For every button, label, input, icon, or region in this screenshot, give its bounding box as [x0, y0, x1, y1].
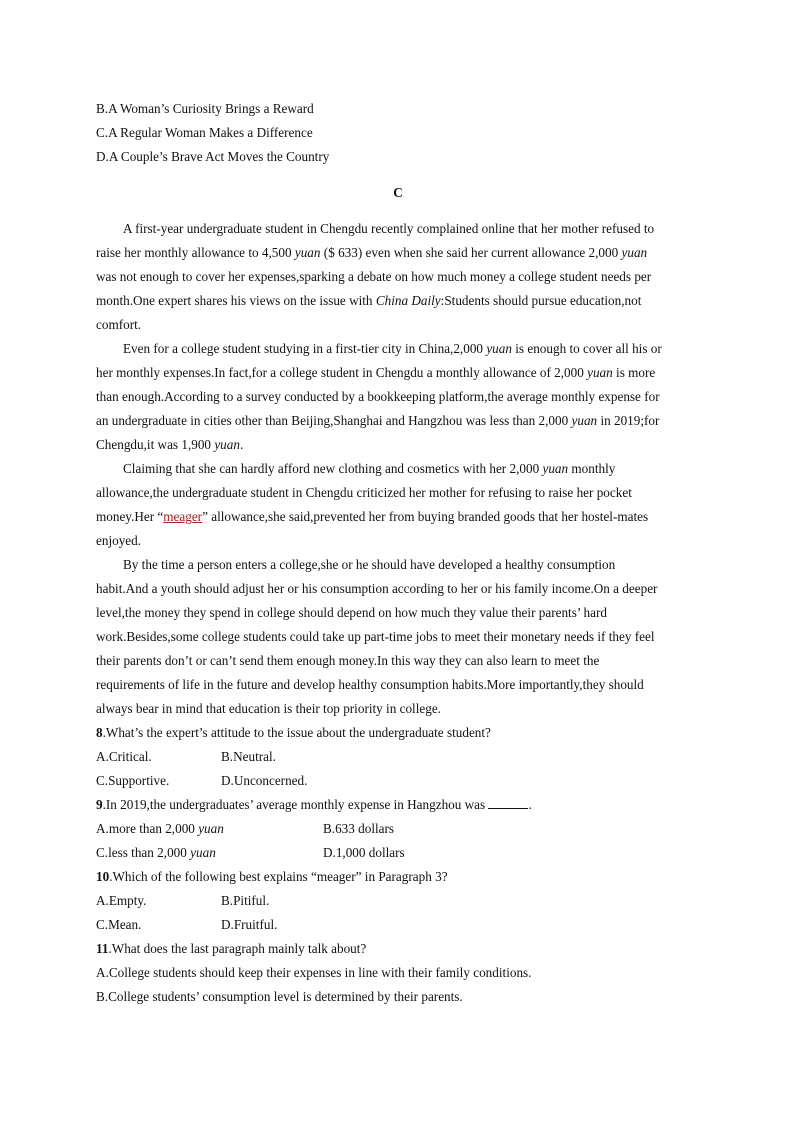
passage-paragraph-1 [96, 217, 700, 337]
option-a[interactable]: A.College students should keep their expenses in line with their family conditions. [96, 965, 532, 980]
option-c[interactable]: C.Mean. [96, 917, 142, 932]
question-8 [96, 721, 700, 793]
question-stem: 11.What does the last paragraph mainly talk about? [96, 941, 367, 956]
paragraph-line: enjoyed. [96, 533, 142, 548]
option-a[interactable]: A.more than 2,000 yuan [96, 821, 224, 836]
paragraph-line: work.Besides,some college students could take up part-time jobs to meet their monetary needs if they feel [96, 629, 655, 644]
option-b[interactable]: B.College students’ consumption level is determined by their parents. [96, 989, 463, 1004]
paragraph-line: A first-year undergraduate student in Chengdu recently complained online that her mother refused to [123, 221, 655, 236]
paragraph-line: money.Her “meager” allowance,she said,prevented her from buying branded goods that her hostel-mates [96, 509, 649, 524]
paragraph-line: always bear in mind that education is their top priority in college. [96, 701, 441, 716]
highlighted-word-meager: meager [163, 509, 203, 524]
options-row [96, 913, 700, 937]
options-row [96, 889, 700, 913]
paragraph-line: was not enough to cover her expenses,sparking a debate on how much money a college student needs per [96, 269, 652, 284]
option-a[interactable]: A.Critical. [96, 749, 152, 764]
section-heading: C [393, 185, 403, 200]
document-content [96, 97, 700, 1009]
paragraph-line: an undergraduate in cities other than Beijing,Shanghai and Hangzhou was less than 2,000 yuan in 2019;for [96, 413, 660, 428]
option-d[interactable]: D.1,000 dollars [323, 845, 405, 860]
options-row [96, 769, 700, 793]
paragraph-line: allowance,the undergraduate student in Chengdu criticized her mother for refusing to raise her pocket [96, 485, 632, 500]
question-11 [96, 937, 700, 1009]
paragraph-line: habit.And a youth should adjust her or his consumption according to her or his family income.On a deeper [96, 581, 658, 596]
paragraph-line: level,the money they spend in college should depend on how much they value their parents’ hard [96, 605, 607, 620]
prev-option-c: C.A Regular Woman Makes a Difference [96, 125, 313, 140]
paragraph-line: raise her monthly allowance to 4,500 yuan ($ 633) even when she said her current allowance 2,000 yuan [96, 245, 648, 260]
option-b[interactable]: B.Neutral. [221, 749, 276, 764]
question-10 [96, 865, 700, 937]
options-row [96, 841, 700, 865]
question-9 [96, 793, 700, 865]
options-row [96, 817, 700, 841]
option-c[interactable]: C.less than 2,000 yuan [96, 845, 216, 860]
option-c[interactable]: C.Supportive. [96, 773, 170, 788]
options-row [96, 745, 700, 769]
paragraph-line: requirements of life in the future and develop healthy consumption habits.More importantly,they should [96, 677, 644, 692]
passage-paragraph-4 [96, 553, 700, 721]
option-a[interactable]: A.Empty. [96, 893, 147, 908]
paragraph-line: By the time a person enters a college,she or he should have developed a healthy consumption [123, 557, 616, 572]
prev-option-b: B.A Woman’s Curiosity Brings a Reward [96, 101, 314, 116]
source-name: China Daily [375, 293, 441, 308]
paragraph-line: her monthly expenses.In fact,for a college student in Chengdu a monthly allowance of 2,000 yuan is more [96, 365, 656, 380]
paragraph-line: comfort. [96, 317, 142, 332]
option-b[interactable]: B.633 dollars [323, 821, 395, 836]
passage-paragraph-3 [96, 457, 700, 553]
passage-paragraph-2 [96, 337, 700, 457]
answer-blank [488, 796, 528, 809]
prev-option-d: D.A Couple’s Brave Act Moves the Country [96, 149, 330, 164]
option-b[interactable]: B.Pitiful. [221, 893, 270, 908]
question-stem: 9.In 2019,the undergraduates’ average monthly expense in Hangzhou was . [96, 797, 532, 812]
paragraph-line: month.One expert shares his views on the issue with China Daily:Students should pursue education,not [96, 293, 642, 308]
question-stem: 10.Which of the following best explains “meager” in Paragraph 3? [96, 869, 448, 884]
paragraph-line: Claiming that she can hardly afford new clothing and cosmetics with her 2,000 yuan monthly [123, 461, 616, 476]
option-d[interactable]: D.Fruitful. [221, 917, 278, 932]
paragraph-line: Chengdu,it was 1,900 yuan. [96, 437, 244, 452]
question-stem: 8.What’s the expert’s attitude to the issue about the undergraduate student? [96, 725, 491, 740]
paragraph-line: Even for a college student studying in a first-tier city in China,2,000 yuan is enough to cover all his or [123, 341, 662, 356]
option-d[interactable]: D.Unconcerned. [221, 773, 308, 788]
paragraph-line: their parents don’t or can’t send them enough money.In this way they can also learn to meet the [96, 653, 600, 668]
paragraph-line: than enough.According to a survey conducted by a bookkeeping platform,the average monthly expense for [96, 389, 660, 404]
